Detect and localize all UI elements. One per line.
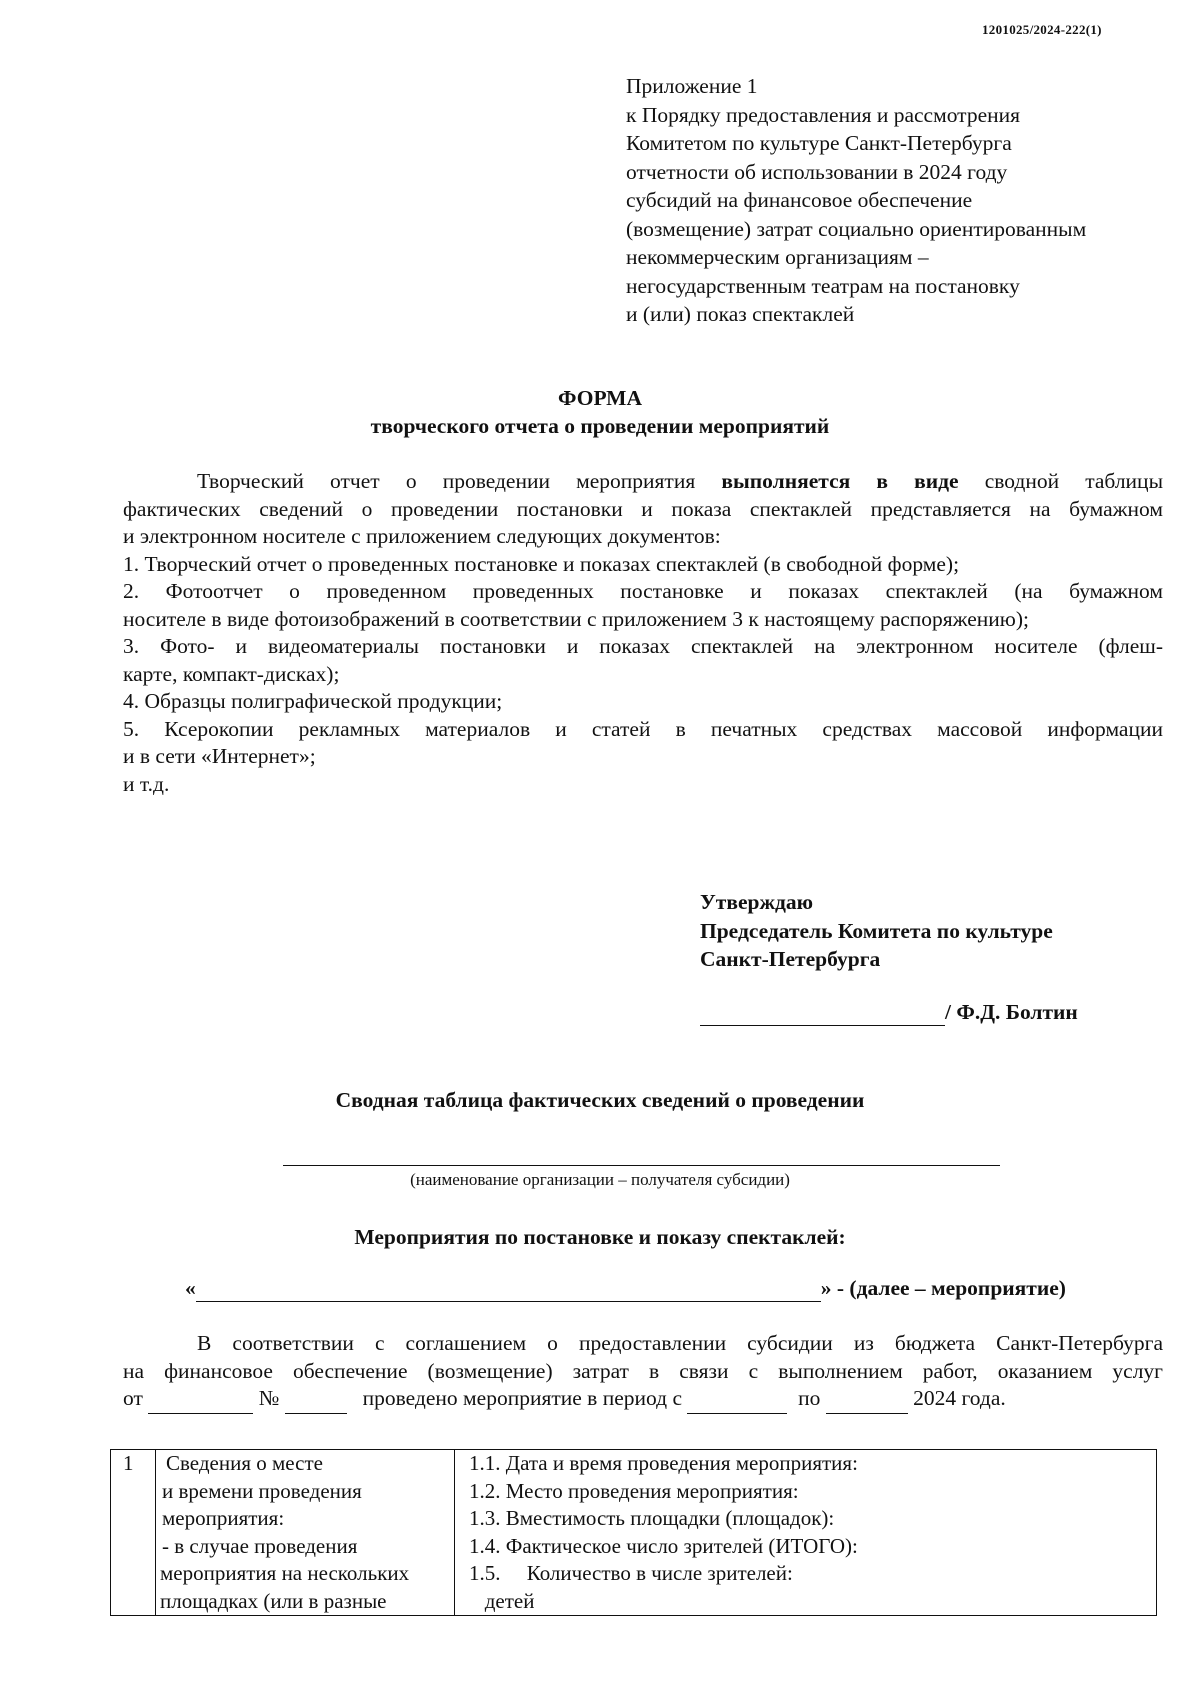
signature-name: / Ф.Д. Болтин bbox=[945, 1000, 1078, 1024]
agreement-date-blank[interactable] bbox=[148, 1385, 253, 1414]
list-item: носителе в виде фотоизображений в соответствии с приложением 3 к настоящему распоряжению); bbox=[123, 606, 1030, 631]
period-end-blank[interactable] bbox=[826, 1385, 908, 1414]
agreement-line: В соответствии с соглашением о предоставлении субсидии из бюджета Санкт-Петербурга bbox=[197, 1331, 1163, 1355]
form-subtitle: творческого отчета о проведении мероприятий bbox=[370, 414, 830, 438]
agreement-line: на финансовое обеспечение (возмещение) затрат в связи с выполнением работ, оказанием услуг bbox=[123, 1358, 1163, 1383]
organization-caption: (наименование организации – получателя субсидии) bbox=[410, 1170, 790, 1189]
place-time-cell: Сведения о месте и времени проведения мероприятия: - в случае проведения мероприятия на нескольких площадках (или в разные bbox=[156, 1450, 455, 1616]
appendix-line: Комитетом по культуре Санкт-Петербурга bbox=[626, 131, 1012, 155]
list-item: 1. Творческий отчет о проведенных постановке и показах спектаклей (в свободной форме); bbox=[123, 551, 960, 576]
approval-line: Санкт-Петербурга bbox=[700, 947, 881, 971]
event-name-blank[interactable] bbox=[196, 1276, 821, 1302]
form-title: ФОРМА bbox=[558, 386, 642, 410]
approval-line: Утверждаю bbox=[700, 890, 814, 914]
intro-paragraph bbox=[123, 468, 1163, 798]
appendix-line: негосударственным театрам на постановку bbox=[626, 273, 1020, 298]
details-cell: 1.1. Дата и время проведения мероприятия: 1.2. Место проведения мероприятия: 1.3. Вместимость площадки (площадок): 1.4. Фактическое число зрителей (ИТОГО): 1.5. Количество в числе зрителей: детей bbox=[455, 1450, 1157, 1616]
intro-line: фактических сведений о проведении постановки и показа спектаклей представляется на бумажном bbox=[123, 496, 1163, 521]
list-item: и в сети «Интернет»; bbox=[123, 744, 316, 768]
period-start-blank[interactable] bbox=[687, 1385, 787, 1414]
signature-blank[interactable] bbox=[700, 1000, 945, 1026]
agreement-paragraph bbox=[123, 1330, 1163, 1414]
list-item: 3. Фото- и видеоматериалы постановки и показах спектаклей на электронном носителе (флеш- bbox=[123, 634, 1163, 658]
agreement-line: от № проведено мероприятие в период с по 2024 года. bbox=[123, 1385, 1163, 1414]
agreement-number-blank[interactable] bbox=[285, 1385, 347, 1414]
appendix-line: Приложение 1 bbox=[626, 74, 758, 98]
appendix-line: субсидий на финансовое обеспечение bbox=[626, 188, 973, 212]
appendix-line: (возмещение) затрат социально ориентированным bbox=[626, 216, 1087, 241]
table-row bbox=[111, 1450, 1157, 1616]
list-item: карте, компакт-дисках); bbox=[123, 661, 340, 686]
appendix-line: и (или) показ спектаклей bbox=[626, 302, 855, 326]
appendix-line: к Порядку предоставления и рассмотрения bbox=[626, 102, 1021, 127]
event-name-line: « » - (далее – мероприятие) bbox=[185, 1276, 1066, 1300]
summary-title: Сводная таблица фактических сведений о проведении bbox=[335, 1088, 865, 1112]
list-item: и т.д. bbox=[123, 771, 170, 796]
approval-block bbox=[700, 888, 1053, 974]
event-info-table bbox=[110, 1449, 1157, 1616]
events-title: Мероприятия по постановке и показу спектаклей: bbox=[354, 1225, 846, 1249]
appendix-header bbox=[626, 72, 1186, 329]
list-item: 2. Фотоотчет о проведенном проведенных постановке и показах спектаклей (на бумажном bbox=[123, 579, 1163, 603]
signature-line bbox=[700, 1000, 1078, 1026]
list-item: 4. Образцы полиграфической продукции; bbox=[123, 689, 503, 713]
list-item: 5. Ксерокопии рекламных материалов и статей в печатных средствах массовой информации bbox=[123, 716, 1163, 741]
row-number: 1 bbox=[111, 1450, 156, 1616]
appendix-line: отчетности об использовании в 2024 году bbox=[626, 159, 1008, 184]
organization-name-blank[interactable] bbox=[283, 1165, 1000, 1166]
document-number: 1201025/2024-222(1) bbox=[982, 22, 1102, 37]
intro-line: и электронном носителе с приложением следующих документов: bbox=[123, 524, 721, 548]
approval-line: Председатель Комитета по культуре bbox=[700, 918, 1053, 943]
intro-line: Творческий отчет о проведении мероприятия выполняется в виде сводной таблицы bbox=[197, 469, 1164, 493]
appendix-line: некоммерческим организациям – bbox=[626, 245, 929, 269]
